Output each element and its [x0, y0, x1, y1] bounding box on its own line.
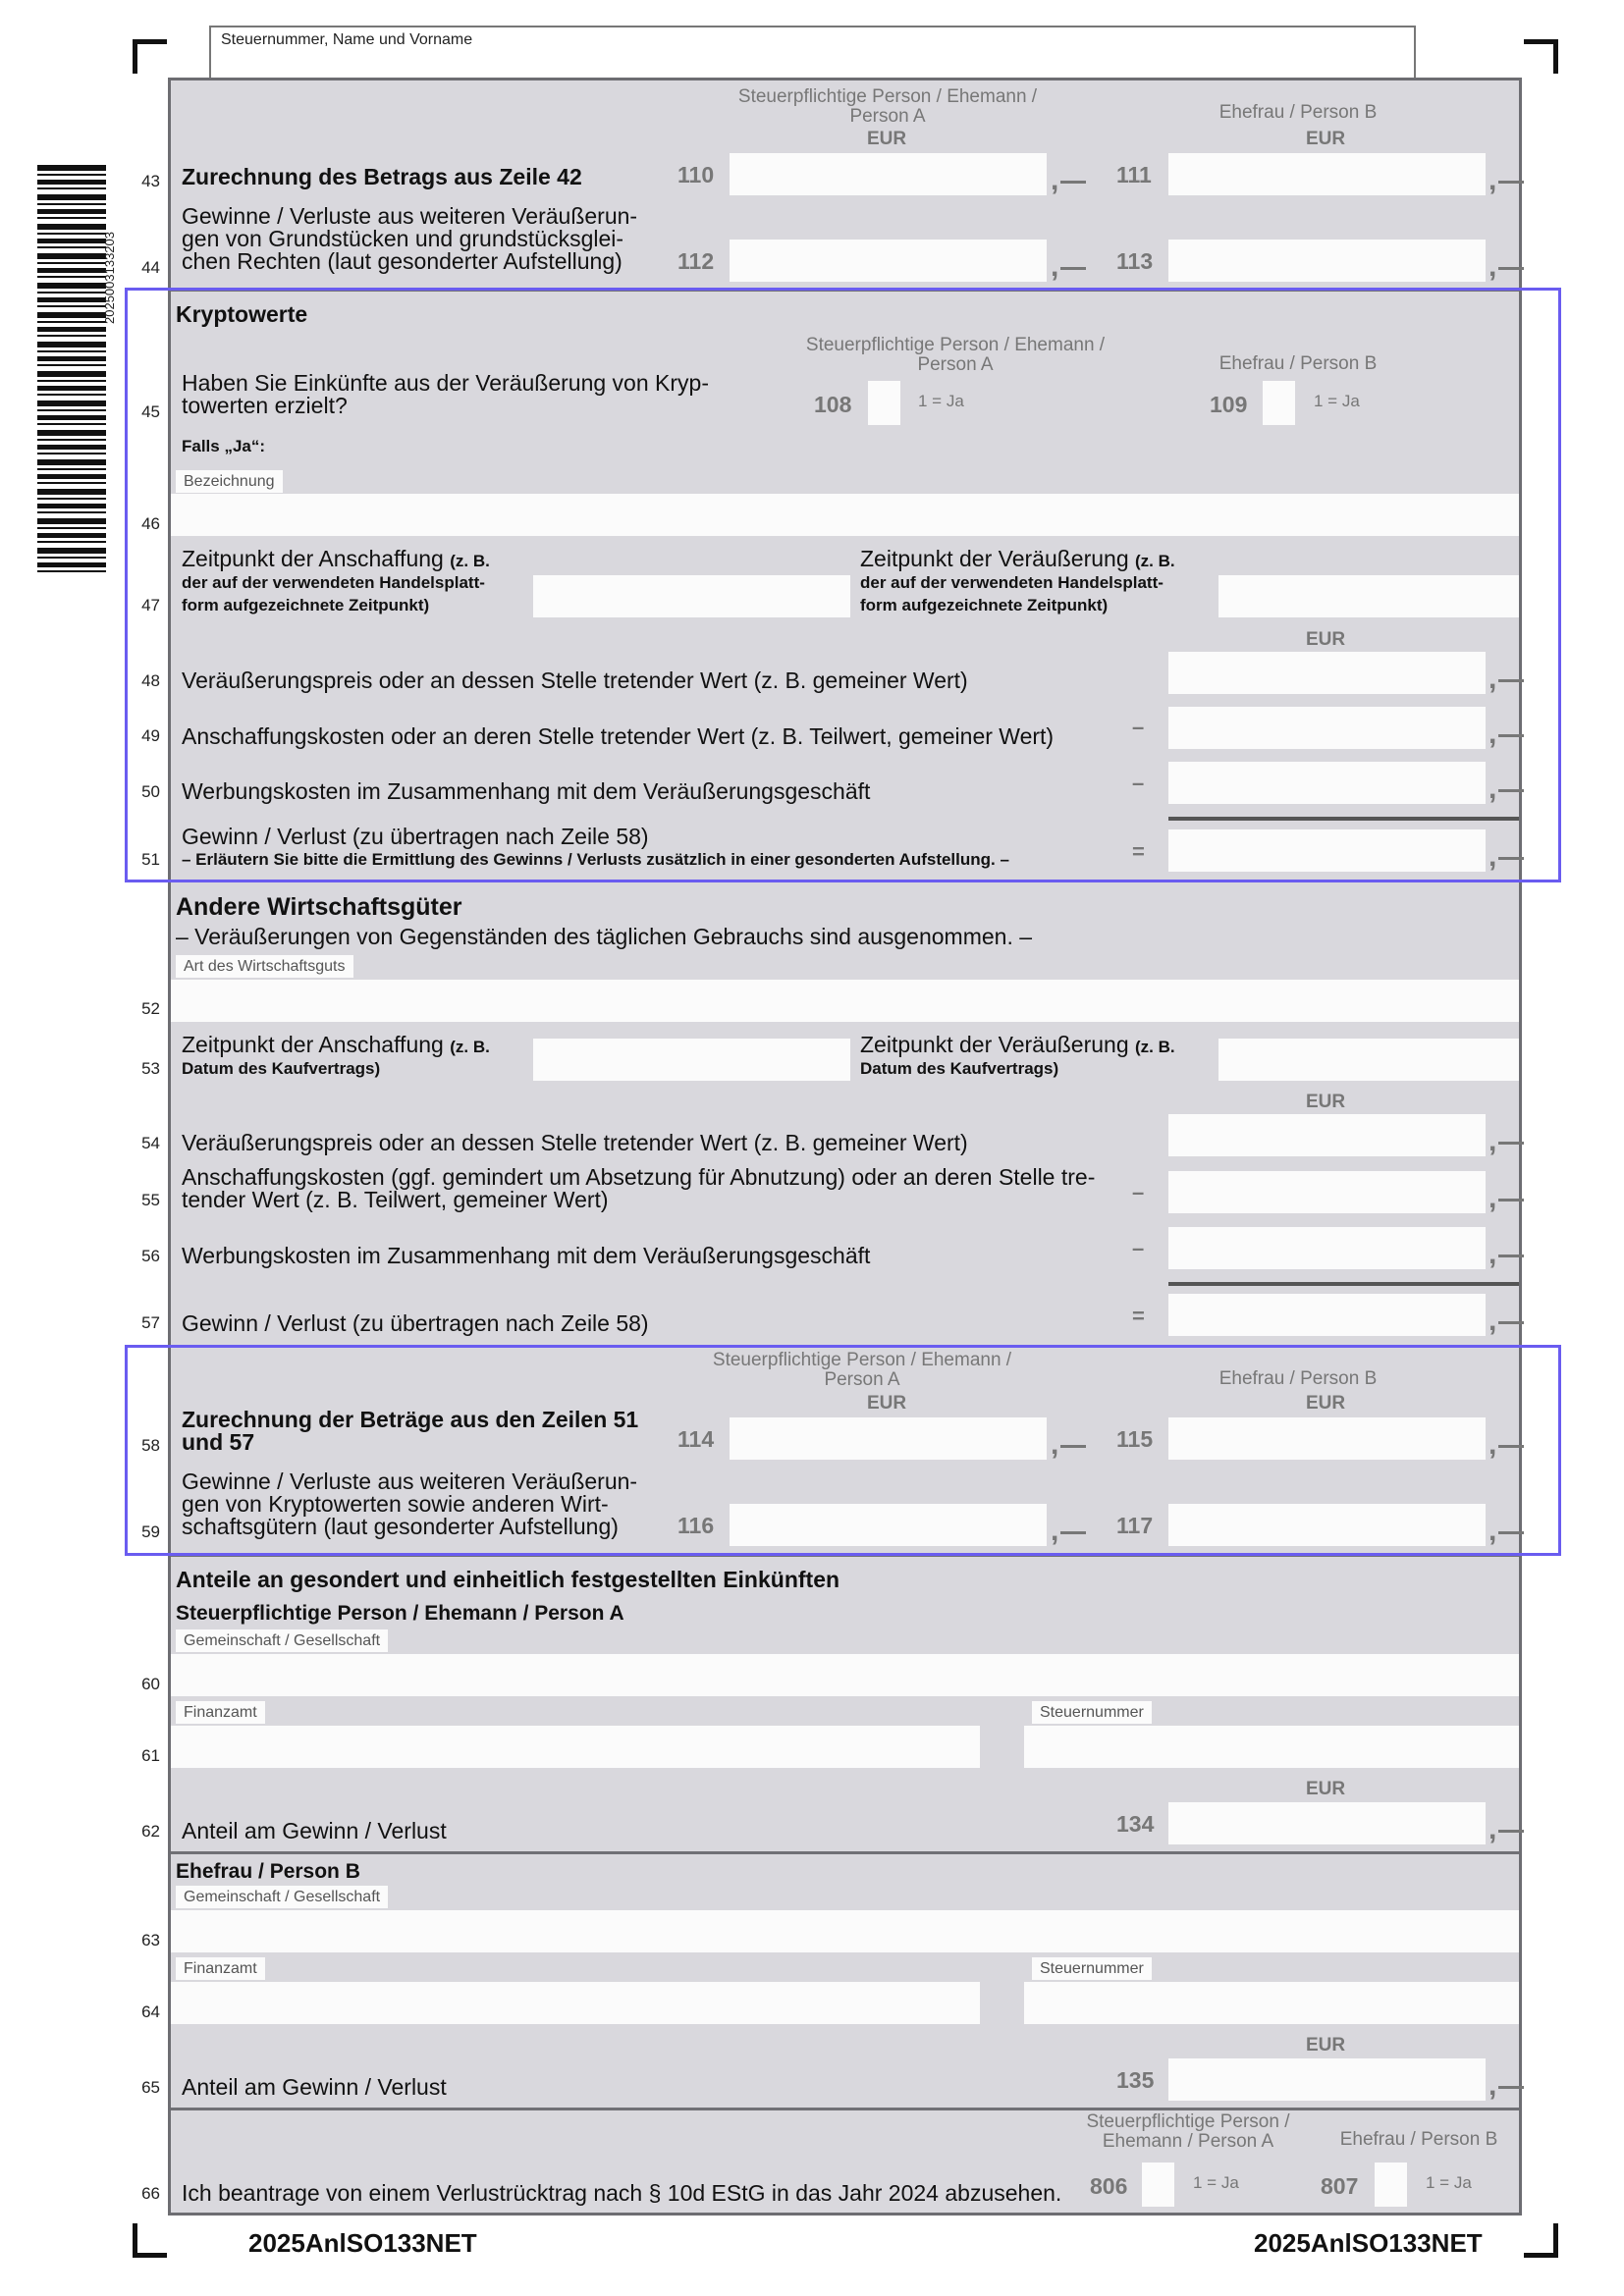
- corner-mark-bottom-left: [133, 2223, 167, 2258]
- comma: ,: [1489, 773, 1497, 805]
- row55-line1: Anschaffungskosten (ggf. gemindert um Absetzung für Abnutzung) oder an deren Stelle tre-: [182, 1164, 1096, 1190]
- eur-label: EUR: [1306, 2035, 1346, 2056]
- code-108: 108: [814, 392, 852, 417]
- row58-line1: Zurechnung der Beträge aus den Zeilen 51: [182, 1407, 639, 1432]
- row45-line2: towerten erzielt?: [182, 393, 348, 418]
- row45-line1: Haben Sie Einkünfte aus der Veräußerung von Kryp-: [182, 370, 709, 396]
- line-number: 65: [141, 2078, 160, 2097]
- code-110: 110: [677, 162, 715, 187]
- line-number: 63: [141, 1931, 160, 1949]
- comma: ,: [1489, 2069, 1497, 2102]
- anschaffung-label: Zeitpunkt der Anschaffung (z. B.: [182, 546, 490, 571]
- corner-mark-top-right: [1524, 39, 1558, 74]
- minus-sign: –: [1132, 1180, 1145, 1204]
- andere-anschaffung-hint: Datum des Kaufvertrags): [182, 1059, 381, 1078]
- line-number: 61: [141, 1746, 160, 1765]
- code-117: 117: [1116, 1513, 1154, 1538]
- cents-dash: [1498, 1255, 1524, 1257]
- cents-dash: [1498, 181, 1524, 184]
- barcode-number: 2025003133203: [102, 232, 117, 324]
- row49-label: Anschaffungskosten oder an deren Stelle tretender Wert (z. B. Teilwert, gemeiner Wert): [182, 723, 1055, 749]
- row54-label: Veräußerungspreis oder an dessen Stelle tretender Wert (z. B. gemeiner Wert): [182, 1130, 968, 1155]
- row44-line1: Gewinne / Verluste aus weiteren Veräußerun-: [182, 203, 638, 229]
- col-header-person-b: Ehefrau / Person B: [1218, 353, 1378, 374]
- andere-veraeusserung-label: Zeitpunkt der Veräußerung (z. B.: [860, 1032, 1175, 1057]
- field-56[interactable]: [1168, 1227, 1486, 1269]
- checkbox-807[interactable]: [1375, 2163, 1407, 2207]
- anteil-label-a: Anteil am Gewinn / Verlust: [182, 1818, 447, 1843]
- gemeinschaft-label: Gemeinschaft / Gesellschaft: [176, 1886, 388, 1908]
- form-code-right: 2025AnlSO133NET: [1254, 2228, 1483, 2258]
- bezeichnung-label: Bezeichnung: [176, 470, 283, 493]
- row59-line2: gen von Kryptowerten sowie anderen Wirt-: [182, 1491, 609, 1517]
- comma: ,: [1051, 1428, 1059, 1461]
- comma: ,: [1489, 840, 1497, 873]
- finanzamt-label: Finanzamt: [176, 1701, 265, 1724]
- line-number: 50: [141, 782, 160, 801]
- ja-hint: 1 = Ja: [1426, 2173, 1472, 2192]
- comma: ,: [1489, 663, 1497, 695]
- line-number: 52: [141, 999, 160, 1018]
- section-divider: [171, 2108, 1519, 2110]
- field-andere-veraeusserung[interactable]: [1218, 1039, 1519, 1081]
- cents-dash: [1060, 267, 1086, 270]
- code-109: 109: [1210, 392, 1248, 417]
- col-header-person-a: Steuerpflichtige Person / Ehemann / Person A: [805, 335, 1106, 375]
- eur-label: EUR: [1306, 1779, 1346, 1799]
- comma: ,: [1489, 718, 1497, 750]
- equals-sign: =: [1132, 1304, 1145, 1328]
- eur-label: EUR: [1306, 1092, 1346, 1112]
- cents-dash: [1498, 1199, 1524, 1201]
- cents-dash: [1498, 2086, 1524, 2089]
- eur-label: EUR: [867, 1393, 907, 1414]
- gemeinschaft-label: Gemeinschaft / Gesellschaft: [176, 1629, 388, 1652]
- eur-label: EUR: [1306, 1393, 1346, 1414]
- barcode: [37, 165, 106, 573]
- row50-label: Werbungskosten im Zusammenhang mit dem Veräußerungsgeschäft: [182, 778, 871, 804]
- falls-ja-label: Falls „Ja“:: [182, 437, 266, 455]
- code-113: 113: [1116, 248, 1154, 274]
- section-title-anteile: Anteile an gesondert und einheitlich festgestellten Einkünften: [176, 1567, 840, 1592]
- highlight-rows-58-59: [125, 1345, 1561, 1556]
- field-113[interactable]: [1168, 240, 1486, 282]
- row51-label: Gewinn / Verlust (zu übertragen nach Zeile 58): [182, 824, 649, 849]
- col-header-person-b: Ehefrau / Person B: [1339, 2129, 1498, 2150]
- field-steuernummer-b[interactable]: [1024, 1982, 1519, 2024]
- line-number: 51: [141, 850, 160, 869]
- line-number: 59: [141, 1522, 160, 1541]
- name-field[interactable]: [209, 26, 1416, 80]
- section-divider: [171, 1851, 1519, 1854]
- ja-hint: 1 = Ja: [1193, 2173, 1239, 2192]
- anschaffung-hint-line3: form aufgezeichnete Zeitpunkt): [182, 596, 430, 614]
- anschaffung-hint-line2: der auf der verwendeten Handelsplatt-: [182, 573, 485, 592]
- andere-veraeusserung-hint: Datum des Kaufvertrags): [860, 1059, 1059, 1078]
- code-116: 116: [677, 1513, 715, 1538]
- highlight-kryptowerte: [125, 288, 1561, 882]
- comma: ,: [1489, 1515, 1497, 1547]
- field-54[interactable]: [1168, 1114, 1486, 1156]
- checkbox-806[interactable]: [1142, 2163, 1174, 2207]
- anteile-person-a-heading: Steuerpflichtige Person / Ehemann / Person A: [176, 1602, 624, 1625]
- code-807: 807: [1321, 2173, 1359, 2199]
- line-number: 66: [141, 2184, 160, 2203]
- field-andere-anschaffung[interactable]: [533, 1039, 850, 1081]
- code-134: 134: [1116, 1811, 1155, 1837]
- field-112[interactable]: [730, 240, 1047, 282]
- field-57[interactable]: [1168, 1294, 1486, 1336]
- minus-sign: –: [1132, 715, 1145, 739]
- row44-line3: chen Rechten (laut gesonderter Aufstellung): [182, 248, 623, 274]
- line-number: 55: [141, 1191, 160, 1209]
- field-steuernummer-a[interactable]: [1024, 1726, 1519, 1768]
- field-gemeinschaft-b[interactable]: [171, 1910, 1519, 1952]
- steuernummer-label: Steuernummer: [1032, 1957, 1152, 1980]
- code-111: 111: [1116, 162, 1152, 187]
- col-header-person-a: Steuerpflichtige Person / Ehemann / Person A: [712, 1350, 1012, 1390]
- corner-mark-top-left: [133, 39, 167, 74]
- row55-line2: tender Wert (z. B. Teilwert, gemeiner Wert): [182, 1187, 609, 1212]
- line-number: 64: [141, 2002, 160, 2021]
- code-114: 114: [677, 1426, 715, 1452]
- code-112: 112: [677, 248, 715, 274]
- corner-mark-bottom-right: [1524, 2223, 1558, 2258]
- comma: ,: [1489, 164, 1497, 196]
- field-110[interactable]: [730, 153, 1047, 195]
- line-number: 43: [141, 172, 160, 190]
- cents-dash: [1498, 1830, 1524, 1833]
- field-finanzamt-a[interactable]: [171, 1726, 980, 1768]
- name-field-label: Steuernummer, Name und Vorname: [221, 31, 473, 48]
- ja-hint: 1 = Ja: [918, 392, 964, 410]
- row43-label: Zurechnung des Betrags aus Zeile 42: [182, 164, 582, 189]
- line-number: 56: [141, 1247, 160, 1265]
- comma: ,: [1489, 250, 1497, 283]
- field-art-wirtschaftsgut[interactable]: [171, 980, 1519, 1022]
- row57-label: Gewinn / Verlust (zu übertragen nach Zeile 58): [182, 1310, 649, 1336]
- art-wirtschaftsgut-label: Art des Wirtschaftsguts: [176, 955, 353, 978]
- eur-label: EUR: [1306, 129, 1346, 149]
- line-number: 49: [141, 726, 160, 745]
- comma: ,: [1051, 164, 1059, 196]
- field-111[interactable]: [1168, 153, 1486, 195]
- line-number: 57: [141, 1313, 160, 1332]
- field-gemeinschaft-a[interactable]: [171, 1654, 1519, 1696]
- code-806: 806: [1090, 2173, 1128, 2199]
- code-135: 135: [1116, 2067, 1155, 2093]
- sum-line: [1168, 1282, 1519, 1286]
- col-header-person-b: Ehefrau / Person B: [1218, 102, 1378, 123]
- row58-line2: und 57: [182, 1429, 255, 1455]
- cents-dash: [1498, 1142, 1524, 1145]
- andere-subtitle: – Veräußerungen von Gegenständen des täglichen Gebrauchs sind ausgenommen. –: [176, 924, 1033, 949]
- comma: ,: [1489, 1125, 1497, 1157]
- field-135[interactable]: [1168, 2058, 1486, 2101]
- minus-sign: –: [1132, 1236, 1145, 1260]
- line-number: 58: [141, 1436, 160, 1455]
- equals-sign: =: [1132, 839, 1145, 864]
- cents-dash: [1060, 181, 1086, 184]
- line-number: 46: [141, 514, 160, 533]
- row66-label: Ich beantrage von einem Verlustrücktrag nach § 10d EStG in das Jahr 2024 abzusehen.: [182, 2180, 1062, 2206]
- line-number: 44: [141, 258, 160, 277]
- row51-note: – Erläutern Sie bitte die Ermittlung des Gewinns / Verlusts zusätzlich in einer gesonderten Aufstellung. –: [182, 850, 1009, 869]
- comma: ,: [1051, 1515, 1059, 1547]
- eur-label: EUR: [1306, 629, 1346, 650]
- line-number: 53: [141, 1059, 160, 1078]
- veraeusserung-hint-line3: form aufgezeichnete Zeitpunkt): [860, 596, 1109, 614]
- field-finanzamt-b[interactable]: [171, 1982, 980, 2024]
- comma: ,: [1489, 1428, 1497, 1461]
- line-number: 45: [141, 402, 160, 421]
- line-number: 48: [141, 671, 160, 690]
- veraeusserung-hint-line2: der auf der verwendeten Handelsplatt-: [860, 573, 1164, 592]
- comma: ,: [1489, 1813, 1497, 1845]
- field-134[interactable]: [1168, 1802, 1486, 1844]
- line-number: 60: [141, 1675, 160, 1693]
- row59-line3: schaftsgütern (laut gesonderter Aufstellung): [182, 1514, 619, 1539]
- section-title-kryptowerte: Kryptowerte: [176, 301, 308, 327]
- comma: ,: [1489, 1305, 1497, 1337]
- row44-line2: gen von Grundstücken und grundstücksglei-: [182, 226, 624, 251]
- code-115: 115: [1116, 1426, 1154, 1452]
- comma: ,: [1489, 1182, 1497, 1214]
- comma: ,: [1489, 1238, 1497, 1270]
- finanzamt-label: Finanzamt: [176, 1957, 265, 1980]
- cents-dash: [1498, 1321, 1524, 1324]
- col-header-sp: Steuerpflichtige Person / Ehemann / Person A: [1086, 2111, 1290, 2152]
- ja-hint: 1 = Ja: [1314, 392, 1360, 410]
- line-number: 54: [141, 1134, 160, 1152]
- comma: ,: [1051, 250, 1059, 283]
- anteil-label-b: Anteil am Gewinn / Verlust: [182, 2074, 447, 2100]
- steuernummer-label: Steuernummer: [1032, 1701, 1152, 1724]
- line-number: 47: [141, 596, 160, 614]
- veraeusserung-label: Zeitpunkt der Veräußerung (z. B.: [860, 546, 1175, 571]
- cents-dash: [1498, 267, 1524, 270]
- section-title-andere: Andere Wirtschaftsgüter: [176, 893, 462, 921]
- row48-label: Veräußerungspreis oder an dessen Stelle tretender Wert (z. B. gemeiner Wert): [182, 667, 968, 693]
- minus-sign: –: [1132, 771, 1145, 795]
- anteile-person-b-heading: Ehefrau / Person B: [176, 1860, 360, 1883]
- row56-label: Werbungskosten im Zusammenhang mit dem Veräußerungsgeschäft: [182, 1243, 871, 1268]
- row59-line1: Gewinne / Verluste aus weiteren Veräußerun-: [182, 1468, 638, 1494]
- form-code-left: 2025AnlSO133NET: [248, 2228, 477, 2258]
- col-header-person-a: Steuerpflichtige Person / Ehemann / Person A: [737, 86, 1038, 127]
- eur-label: EUR: [867, 129, 907, 149]
- andere-anschaffung-label: Zeitpunkt der Anschaffung (z. B.: [182, 1032, 490, 1057]
- line-number: 62: [141, 1822, 160, 1841]
- field-55[interactable]: [1168, 1171, 1486, 1213]
- col-header-person-b: Ehefrau / Person B: [1218, 1368, 1378, 1389]
